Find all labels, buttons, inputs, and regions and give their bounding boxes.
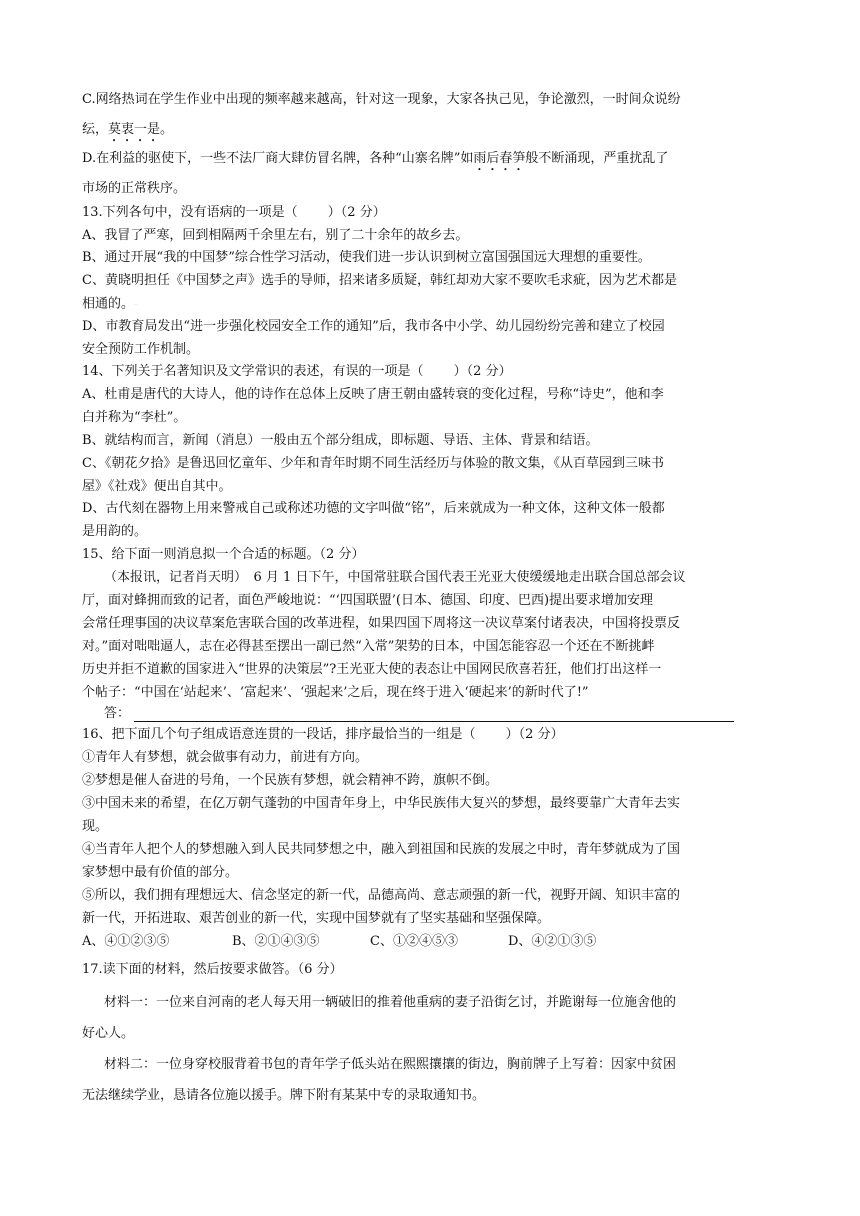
q14-option-d-line2: 是用韵的。: [82, 524, 148, 539]
q14-option-a-line2: 白并称为“李杜”。: [82, 410, 187, 425]
q12-option-d-line2: 市场的正常秩序。: [82, 181, 187, 196]
q17-material-1-line2: 好心人。: [82, 1026, 135, 1041]
q15-news-line4: 对。”面对咄咄逼人，志在必得甚至摆出一副已然“入常”架势的日本，中国怎能容忍一个还在不断挑衅: [82, 639, 655, 654]
answer-blank[interactable]: [134, 709, 734, 722]
q14-option-a-line1: A、杜甫是唐代的大诗人，他的诗作在总体上反映了唐王朝由盛转衰的变化过程，号称“诗史”，他和李: [82, 387, 664, 402]
q12-option-c-line1: C.网络热词在学生作业中出现的频率越来越高，针对这一现象，大家各执己见，争论激烈，一时间众说纷: [82, 92, 681, 107]
q13-option-c-line1: C、黄晓明担任《中国梦之声》选手的导师，招来诸多质疑，韩红却劝大家不要吹毛求疵，因为艺术都是: [82, 273, 677, 288]
q16-sentence-5-line2: 新一代，开拓进取、艰苦创业的新一代，实现中国梦就有了坚实基础和坚强保障。: [82, 911, 551, 926]
q16-sentence-5-line1: ⑤所以，我们拥有理想远大、信念坚定的新一代，品德高尚、意志顽强的新一代，视野开阔、知识丰富的: [82, 888, 681, 903]
q14-option-d-line1: D、古代刻在器物上用来警戒自己或称述功德的文字叫做“铭”，后来就成为一种文体，这种文体一般都: [82, 501, 665, 516]
q13-option-a: A、我冒了严寒，回到相隔两千余里左右，别了二十余年的故乡去。: [82, 228, 469, 243]
q17-material-1-line1: 材料一：一位来自河南的老人每天用一辆破旧的推着他重病的妻子沿街乞讨，并跪谢每一位施舍他的: [104, 995, 677, 1010]
q15-news-line2: 厅，面对蜂拥而致的记者，面色严峻地说：“‘四国联盟’(日本、德国、印度、巴西)提出要求增加安理: [82, 593, 654, 608]
q16-sentence-3-line2: 现。: [82, 819, 109, 834]
q17-material-2-line2: 无法继续学业，恳请各位施以援手。牌下附有某某中专的录取通知书。: [82, 1088, 486, 1103]
q14-option-b: B、就结构而言，新闻（消息）一般由五个部分组成，即标题、导语、主体、背景和结语。: [82, 433, 599, 448]
answer-label: 答：: [104, 706, 131, 721]
q14-option-c-line1: C、《朝花夕拾》是鲁迅回忆童年、少年和青年时期不同生活经历与体验的散文集，《从百草园到三味书: [82, 456, 664, 471]
q16-option-d: D、④②①③⑤: [508, 934, 597, 949]
scan-artifact: ·····: [133, 302, 139, 306]
q12-option-c-line2: 纭，莫衷一是。: [82, 122, 174, 137]
q13-option-c-line2: 相通的。 ·····: [82, 296, 139, 312]
q16-sentence-2: ②梦想是催人奋进的号角，一个民族有梦想，就会精神不跨，旗帜不倒。: [82, 773, 499, 788]
q15-news-line3: 会常任理事国的决议草案危害联合国的改革进程，如果四国下周将这一决议草案付诸表决，中国将投票反: [82, 616, 681, 631]
q16-sentence-3-line1: ③中国未来的希望，在亿万朝气蓬勃的中国青年身上，中华民族伟大复兴的梦想，最终要靠广大青年去实: [82, 796, 681, 811]
q14-stem: 14、下列关于名著知识及文学常识的表述，有误的一项是（ ）（2 分）: [82, 364, 512, 379]
q15-news-line1: （本报讯，记者肖天明） 6 月 1 日下午，中国常驻联合国代表王光亚大使缓缓地走出联合国总部会议: [104, 570, 686, 585]
q12-option-d-line1: D.在利益的驱使下，一些不法厂商大肆仿冒名牌，各种“山寨名牌”如雨后春笋般不断涌现，严重扰乱了: [82, 151, 669, 166]
q17-stem: 17.读下面的材料，然后按要求做答。（6 分）: [82, 962, 343, 977]
q16-option-a: A、④①②③⑤: [82, 934, 170, 949]
q13-option-d-line2: 安全预防工作机制。: [82, 342, 200, 357]
emphasized-idiom: 雨后春笋: [473, 151, 526, 166]
q15-news-line5: 历史并拒不道歉的国家进入“世界的决策层”?王光亚大使的表态让中国网民欣喜若狂，他们打出这样一: [82, 662, 662, 677]
q15-news-line6: 个帖子：“中国在‘站起来’、‘富起来’、‘强起来’之后，现在终于进入‘硬起来’的新时代了!”: [82, 685, 589, 700]
q13-stem: 13.下列各句中，没有语病的一项是（ ）（2 分）: [82, 205, 386, 220]
q16-stem: 16、把下面几个句子组成语意连贯的一段话，排序最恰当的一组是（ ）（2 分）: [82, 727, 564, 742]
q16-sentence-4-line2: 家梦想中最有价值的部分。: [82, 865, 239, 880]
q16-options: [82, 934, 596, 950]
q15-stem: 15、给下面一则消息拟一个合适的标题。（2 分）: [82, 547, 365, 562]
q16-sentence-4-line1: ④当青年人把个人的梦想融入到人民共同梦想之中，融入到祖国和民族的发展之中时，青年梦就成为了国: [82, 842, 681, 857]
q16-sentence-1: ①青年人有梦想，就会做事有动力，前进有方向。: [82, 750, 369, 765]
q16-option-b: B、②①④③⑤: [232, 934, 320, 949]
q14-option-c-line2: 屋》《社戏》便出自其中。: [82, 479, 232, 494]
q13-option-d-line1: D、市教育局发出“进一步强化校园安全工作的通知”后，我市各中小学、幼儿园纷纷完善和建立了校园: [82, 319, 665, 334]
q15-answer-line: [104, 706, 734, 722]
q17-material-2-line1: 材料二：一位身穿校服背着书包的青年学子低头站在熙熙攘攘的街边，胸前牌子上写着：因家中贫困: [104, 1057, 677, 1072]
q13-option-b: B、通过开展“我的中国梦”综合性学习活动，使我们进一步认识到树立富国强国远大理想的重要性。: [82, 250, 651, 265]
q16-option-c: C、①②④⑤③: [370, 934, 458, 949]
emphasized-idiom: 莫衷一是: [108, 122, 161, 137]
